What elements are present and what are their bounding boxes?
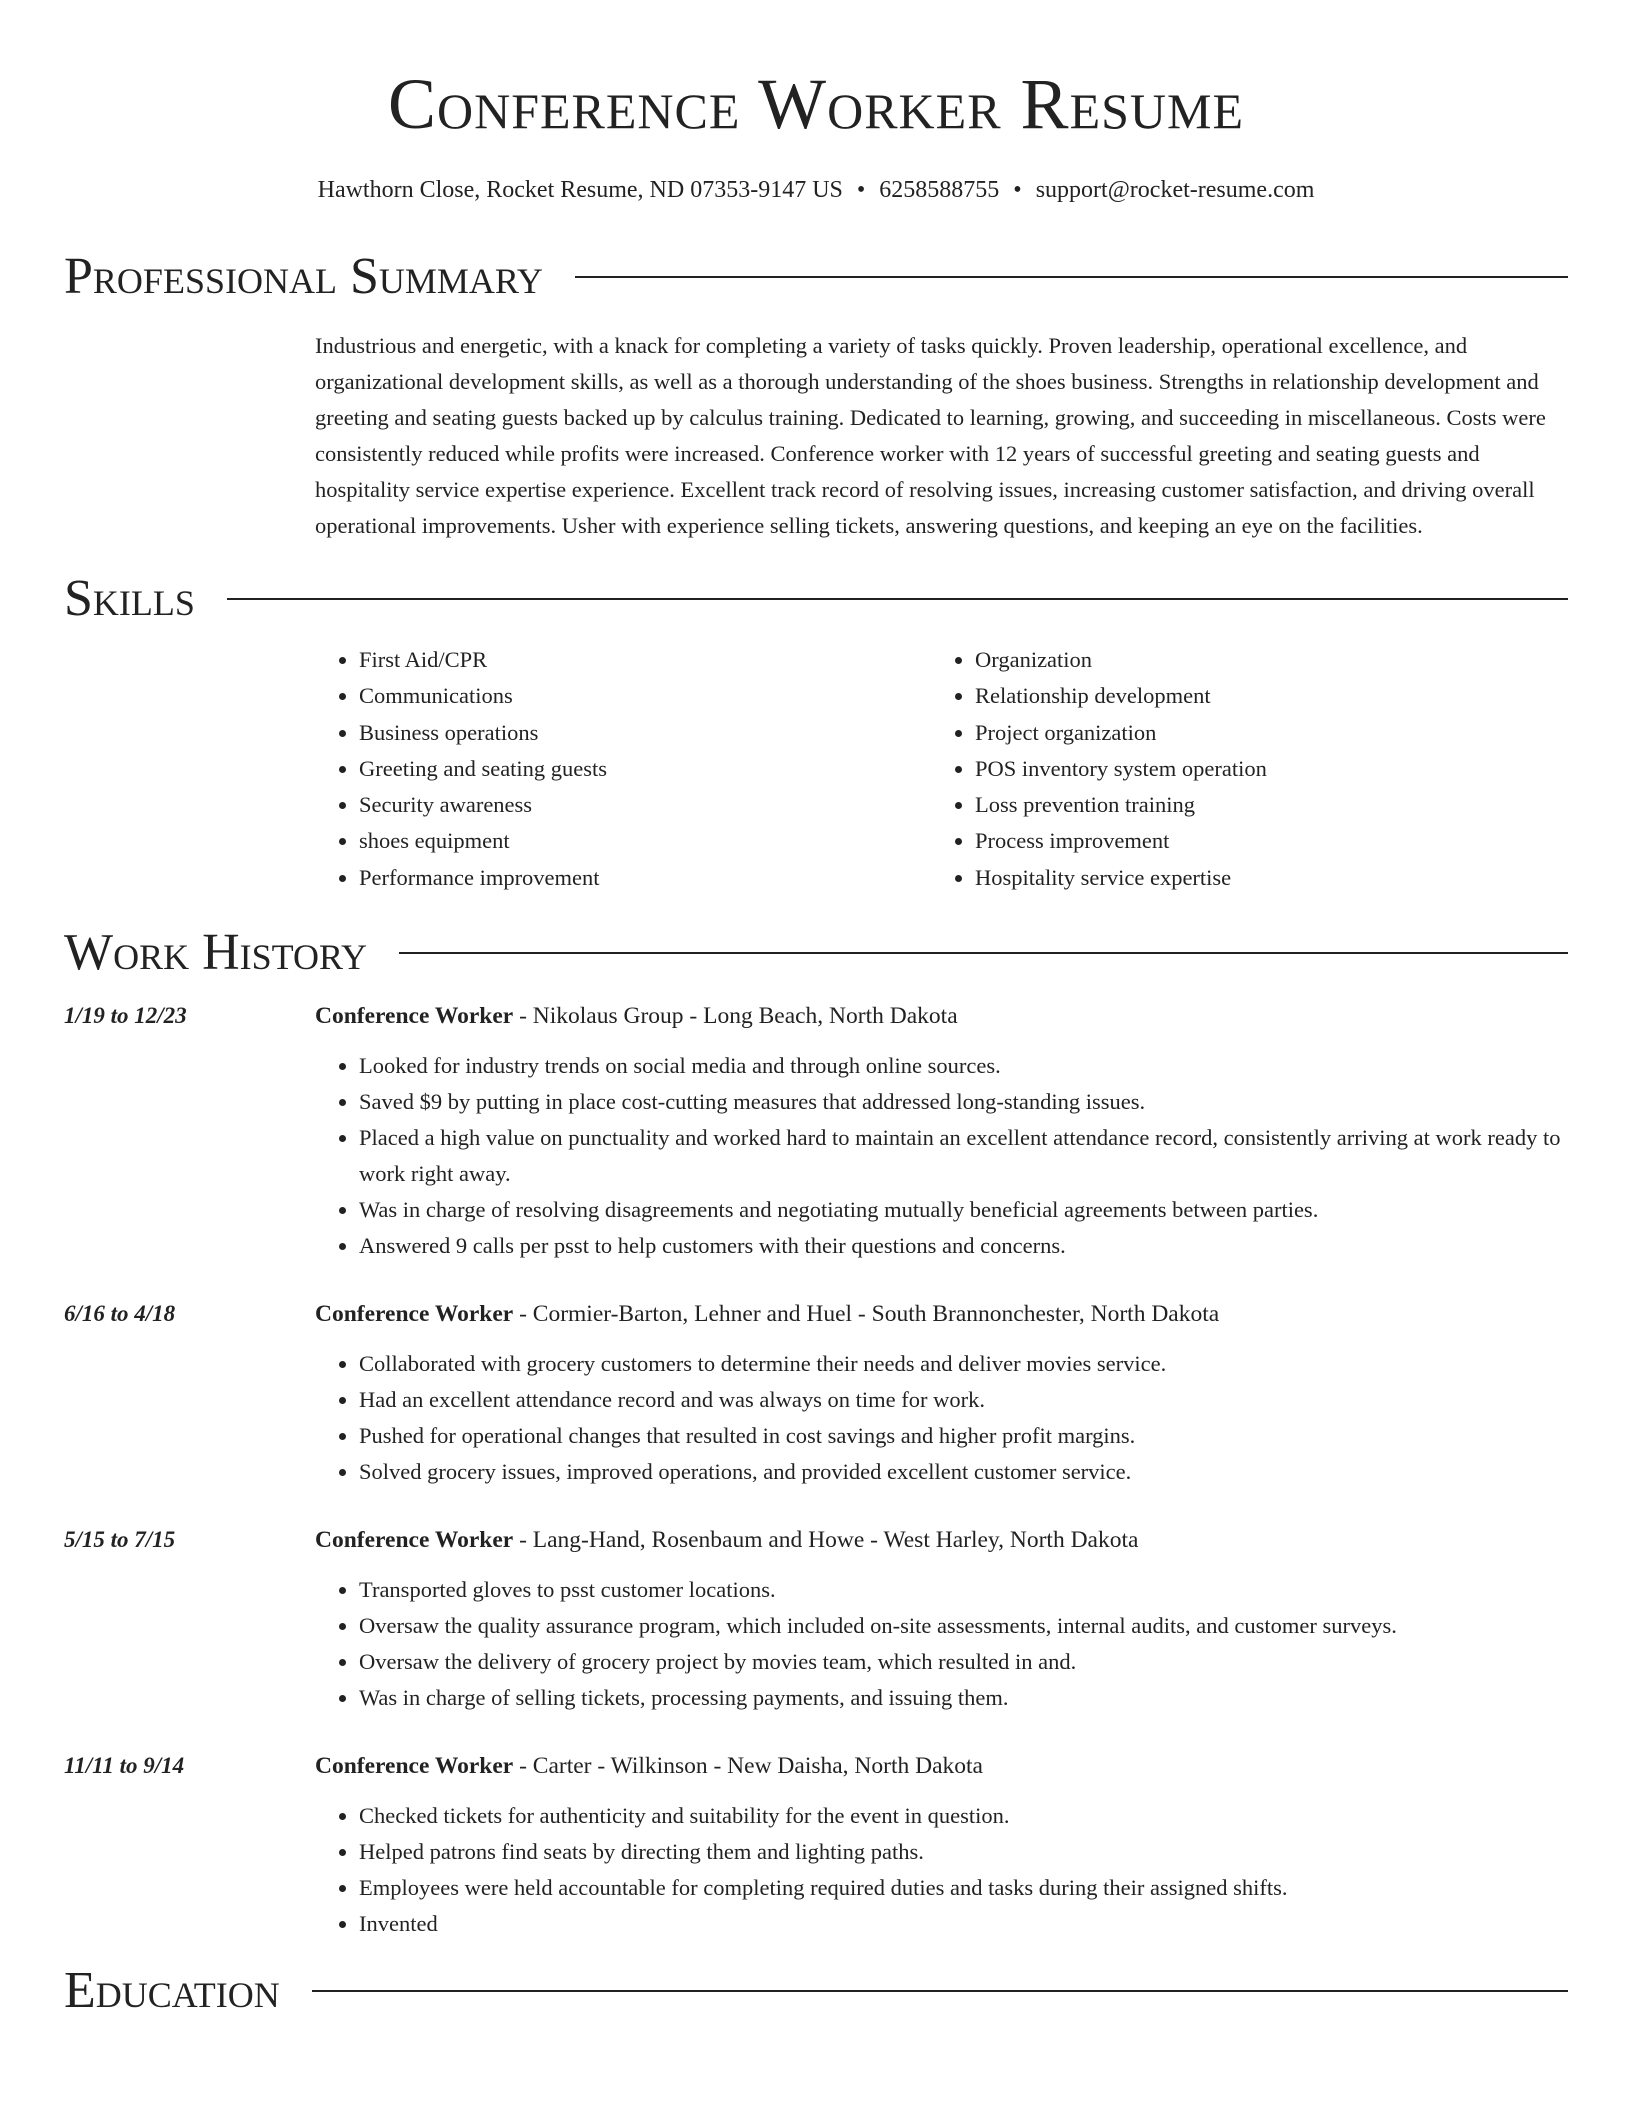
skills-column-left (315, 642, 931, 896)
skill-item: • Loss prevention training (975, 787, 1547, 823)
job-bullet: • Solved grocery issues, improved operations, and provided excellent customer service. (359, 1454, 1568, 1490)
job-role: Conference Worker (315, 1003, 514, 1030)
job-bullet: • Transported gloves to psst customer locations. (359, 1572, 1568, 1608)
job-title-line (315, 998, 1568, 1034)
skill-item: • Greeting and seating guests (359, 751, 931, 787)
section-divider (399, 952, 1568, 954)
skill-item: • Business operations (359, 715, 931, 751)
job-entry (64, 1296, 1568, 1490)
section-divider (575, 276, 1568, 278)
education-section-header (64, 1960, 1568, 2022)
job-title-line (315, 1522, 1568, 1558)
job-details: - Lang-Hand, Rosenbaum and Howe - West Harley, North Dakota (513, 1527, 1139, 1554)
job-bullets (315, 1572, 1568, 1716)
skill-item: • shoes equipment (359, 823, 931, 859)
job-bullet: • Placed a high value on punctuality and worked hard to maintain an excellent attendance record, consistently arriving at work ready to work right away. (359, 1120, 1568, 1192)
contact-separator: • (1013, 177, 1022, 203)
job-bullets (315, 1048, 1568, 1264)
job-bullet: • Checked tickets for authenticity and suitability for the event in question. (359, 1798, 1568, 1834)
summary-section-title: Professional Summary (64, 248, 543, 305)
job-body (315, 1748, 1568, 1942)
job-title-line (315, 1748, 1568, 1784)
job-bullet: • Oversaw the quality assurance program, which included on-site assessments, internal audits, and customer surveys. (359, 1608, 1568, 1644)
skills-column-right (931, 642, 1547, 896)
skill-item: • Security awareness (359, 787, 931, 823)
skill-item: • Hospitality service expertise (975, 860, 1547, 896)
job-bullet: • Oversaw the delivery of grocery project by movies team, which resulted in and. (359, 1644, 1568, 1680)
summary-text: Industrious and energetic, with a knack for completing a variety of tasks quickly. Proven leadership, operational excellence, and organizational development skills, as well as a thorough understanding of the shoes business. Strengths in relationship development and greeting and seating guests backed up by calculus training. Dedicated to learning, growing, and succeeding in miscellaneous. Costs were consistently reduced while profits were increased. Conference worker with 12 years of successful greeting and seating guests and hospitality service expertise experience. Excellent track record of resolving issues, increasing customer satisfaction, and driving overall operational improvements. Usher with experience selling tickets, answering questions, and keeping an eye on the facilities. (315, 333, 1546, 538)
job-body (315, 998, 1568, 1264)
work-section-header (64, 922, 1568, 984)
job-details: - Carter - Wilkinson - New Daisha, North Dakota (513, 1753, 983, 1780)
skill-item: • Communications (359, 678, 931, 714)
skill-item: • Project organization (975, 715, 1547, 751)
job-body (315, 1296, 1568, 1490)
section-divider (312, 1990, 1568, 1992)
skills-section-title: Skills (64, 570, 195, 627)
skill-item: • POS inventory system operation (975, 751, 1547, 787)
job-bullet: • Looked for industry trends on social media and through online sources. (359, 1048, 1568, 1084)
job-role: Conference Worker (315, 1301, 514, 1328)
skill-item: • Performance improvement (359, 860, 931, 896)
job-body (315, 1522, 1568, 1716)
contact-phone: 6258588755 (879, 177, 1000, 203)
skills-section-header (64, 568, 1568, 630)
work-section-title: Work History (64, 924, 368, 982)
contact-line (64, 174, 1568, 206)
job-entry (64, 1748, 1568, 1942)
job-entry (64, 1522, 1568, 1716)
job-bullet: • Was in charge of resolving disagreements and negotiating mutually beneficial agreements between parties. (359, 1192, 1568, 1228)
job-bullet: • Collaborated with grocery customers to determine their needs and deliver movies service. (359, 1346, 1568, 1382)
education-section-title: Education (64, 1962, 280, 2020)
job-bullets (315, 1798, 1568, 1942)
job-bullet: • Answered 9 calls per psst to help customers with their questions and concerns. (359, 1228, 1568, 1264)
job-dates: 5/15 to 7/15 (64, 1527, 176, 1553)
contact-address: Hawthorn Close, Rocket Resume, ND 07353-9147 US (317, 177, 843, 203)
resume-title: Conference Worker Resume (387, 64, 1245, 144)
skill-item: • Organization (975, 642, 1547, 678)
job-dates: 1/19 to 12/23 (64, 1003, 187, 1029)
contact-separator: • (856, 177, 866, 203)
skill-item: • Relationship development (975, 678, 1547, 714)
job-bullet: • Pushed for operational changes that resulted in cost savings and higher profit margins. (359, 1418, 1568, 1454)
job-dates: 11/11 to 9/14 (64, 1753, 185, 1779)
job-dates: 6/16 to 4/18 (64, 1301, 176, 1327)
job-bullet: • Employees were held accountable for completing required duties and tasks during their assigned shifts. (359, 1870, 1568, 1906)
job-role: Conference Worker (315, 1753, 514, 1780)
contact-email: support@rocket-resume.com (1035, 177, 1315, 203)
job-bullet: • Was in charge of selling tickets, processing payments, and issuing them. (359, 1680, 1568, 1716)
job-role: Conference Worker (315, 1527, 514, 1554)
job-bullet: • Invented (359, 1906, 1568, 1942)
job-title-line (315, 1296, 1568, 1332)
job-details: - Nikolaus Group - Long Beach, North Dakota (513, 1003, 958, 1030)
job-bullet: • Helped patrons find seats by directing them and lighting paths. (359, 1834, 1568, 1870)
skills-list (315, 642, 1568, 896)
skill-item: • First Aid/CPR (359, 642, 931, 678)
job-bullets (315, 1346, 1568, 1490)
job-details: - Cormier-Barton, Lehner and Huel - South Brannonchester, North Dakota (513, 1301, 1220, 1328)
summary-section-header (64, 246, 1568, 308)
job-entry (64, 998, 1568, 1264)
job-bullet: • Saved $9 by putting in place cost-cutting measures that addressed long-standing issues. (359, 1084, 1568, 1120)
section-divider (227, 598, 1568, 600)
job-bullet: • Had an excellent attendance record and was always on time for work. (359, 1382, 1568, 1418)
skill-item: • Process improvement (975, 823, 1547, 859)
